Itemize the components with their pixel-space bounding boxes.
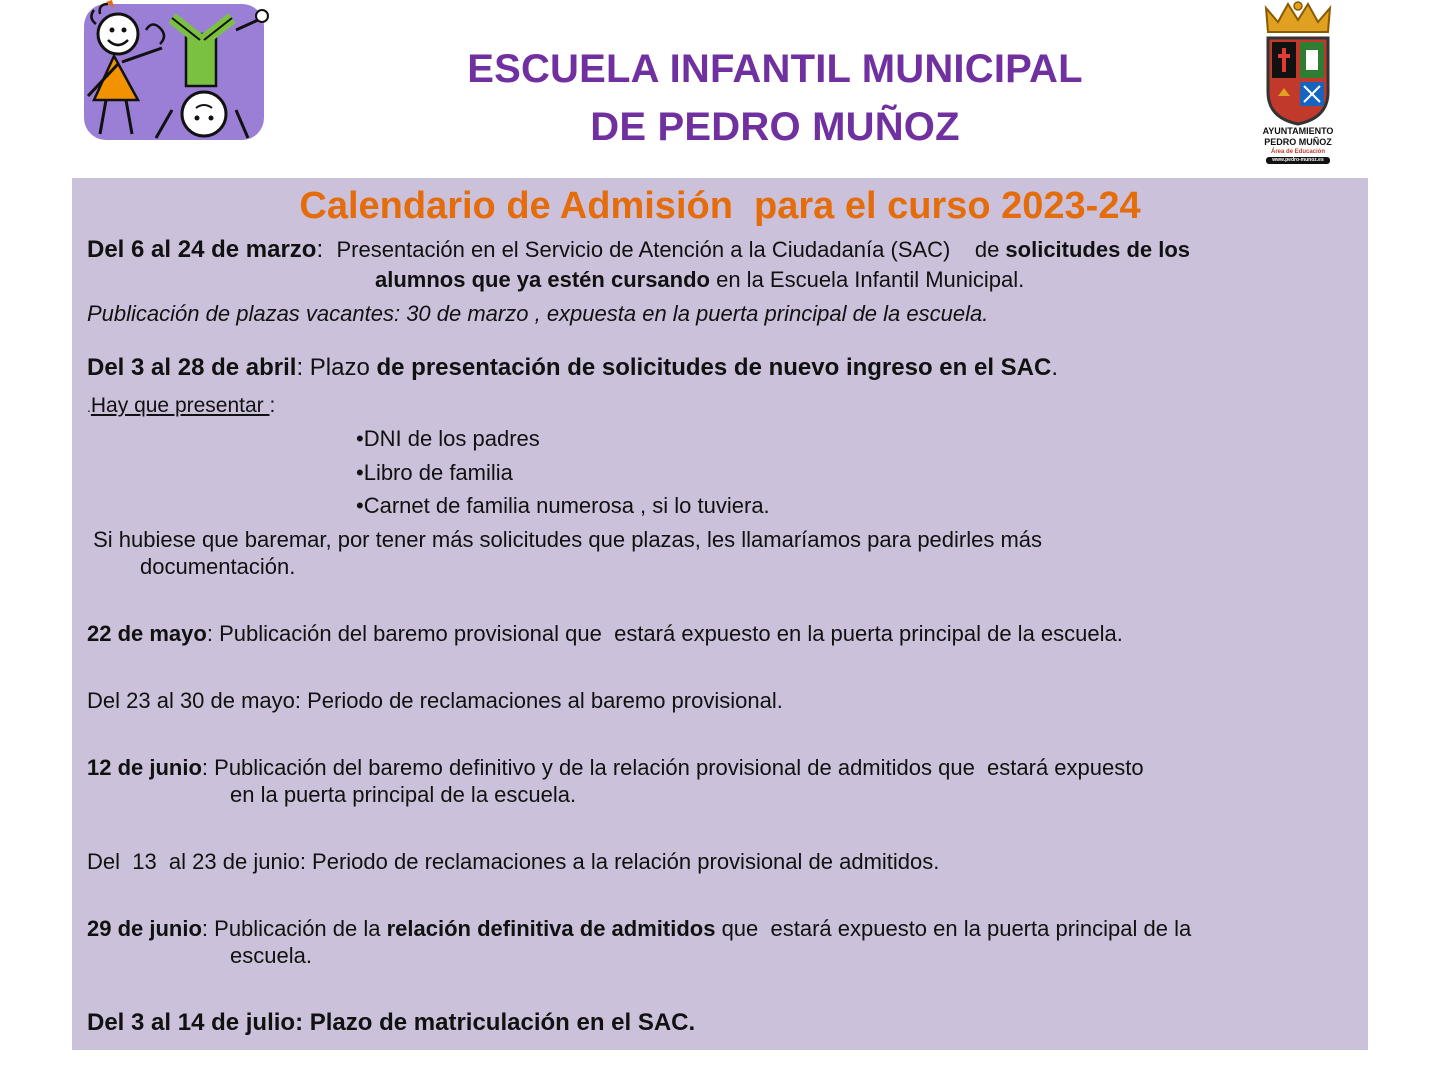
entry-march-sep: : xyxy=(316,236,337,263)
entry-june-claims: Del 13 al 23 de junio: Periodo de reclamaciones a la relación provisional de admitidos. xyxy=(87,849,940,874)
entry-june-29 xyxy=(87,915,1354,942)
entry-march-text-a: Presentación en el Servicio de Atención a la Ciudadanía (SAC) de xyxy=(336,237,1006,262)
entry-july-enrollment: Del 3 al 14 de julio: Plazo de matriculación en el SAC. xyxy=(87,1009,696,1036)
entry-june-12-date: 12 de junio xyxy=(87,755,202,780)
entry-april-bold-a: de presentación de solicitudes de nuevo ingreso en el SAC xyxy=(376,354,1052,381)
entry-june-29-text-a: : Publicación de la xyxy=(201,916,387,941)
crest-caption-line4: www.pedro-munoz.es xyxy=(1266,157,1330,164)
entry-april xyxy=(87,354,1354,382)
requirements-colon: : xyxy=(269,394,276,417)
entry-june-29-text-b: que estará expuesto en la puerta principal de la xyxy=(715,916,1192,941)
calendar-title: Calendario de Admisión para el curso 2023-24 xyxy=(299,185,1141,227)
entry-june-12-line2: en la puerta principal de la escuela. xyxy=(230,782,577,807)
entry-june-29-date: 29 de junio xyxy=(87,916,202,941)
entry-may-22 xyxy=(87,620,1354,647)
school-title xyxy=(300,40,1250,156)
entry-march-date: Del 6 al 24 de marzo xyxy=(87,236,317,263)
baremar-note-line2: documentación. xyxy=(140,554,296,579)
requirements-heading xyxy=(87,392,1354,421)
crest-caption-line3: Área de Educación xyxy=(1270,149,1326,155)
school-title-line1: ESCUELA INFANTIL MUNICIPAL xyxy=(467,47,1083,91)
entry-may-22-date: 22 de mayo xyxy=(87,621,207,646)
crest-caption-line1: AYUNTAMIENTO xyxy=(1262,126,1334,136)
entry-may-claims: Del 23 al 30 de mayo: Periodo de reclamaciones al baremo provisional. xyxy=(87,688,783,713)
requirements-label: Hay que presentar xyxy=(90,394,270,417)
entry-march-line2 xyxy=(375,266,1354,293)
children-illustration-logo xyxy=(76,0,272,148)
town-hall-crest-logo xyxy=(1248,0,1348,170)
entry-june-29-line2: escuela. xyxy=(230,943,312,968)
entry-april-date: Del 3 al 28 de abril xyxy=(87,354,297,381)
entry-june-12-text-line1: : Publicación del baremo definitivo y de la relación provisional de admitidos que estará expuesto xyxy=(201,755,1144,780)
crest-caption-line2: PEDRO MUÑOZ xyxy=(1264,137,1332,147)
admission-calendar-panel xyxy=(72,178,1368,1050)
baremar-note-line1: Si hubiese que baremar, por tener más solicitudes que plazas, les llamaríamos para pedirles más xyxy=(87,527,1043,552)
requirement-item: •DNI de los padres xyxy=(356,426,540,451)
entry-march-bold-b: alumnos que ya estén cursando xyxy=(375,267,710,292)
requirement-item: •Libro de familia xyxy=(356,460,513,485)
requirements-lead: . xyxy=(87,399,91,415)
entry-april-text-a: : Plazo xyxy=(296,354,377,381)
entry-march-text-b: en la Escuela Infantil Municipal. xyxy=(709,267,1025,292)
requirement-item: •Carnet de familia numerosa , si lo tuviera. xyxy=(356,493,770,518)
entry-march-bold-a: solicitudes de los xyxy=(1005,237,1191,262)
entry-june-29-bold-a: relación definitiva de admitidos xyxy=(386,916,716,941)
entry-march xyxy=(87,236,1354,264)
entry-may-22-text: : Publicación del baremo provisional que estará expuesto en la puerta principal de la escuela. xyxy=(206,621,1123,646)
entry-april-text-b: . xyxy=(1051,354,1058,381)
entry-march-note: Publicación de plazas vacantes: 30 de marzo , expuesta en la puerta principal de la escuela. xyxy=(87,301,989,326)
school-title-line2: DE PEDRO MUÑOZ xyxy=(590,105,960,149)
entry-june-12 xyxy=(87,754,1354,781)
